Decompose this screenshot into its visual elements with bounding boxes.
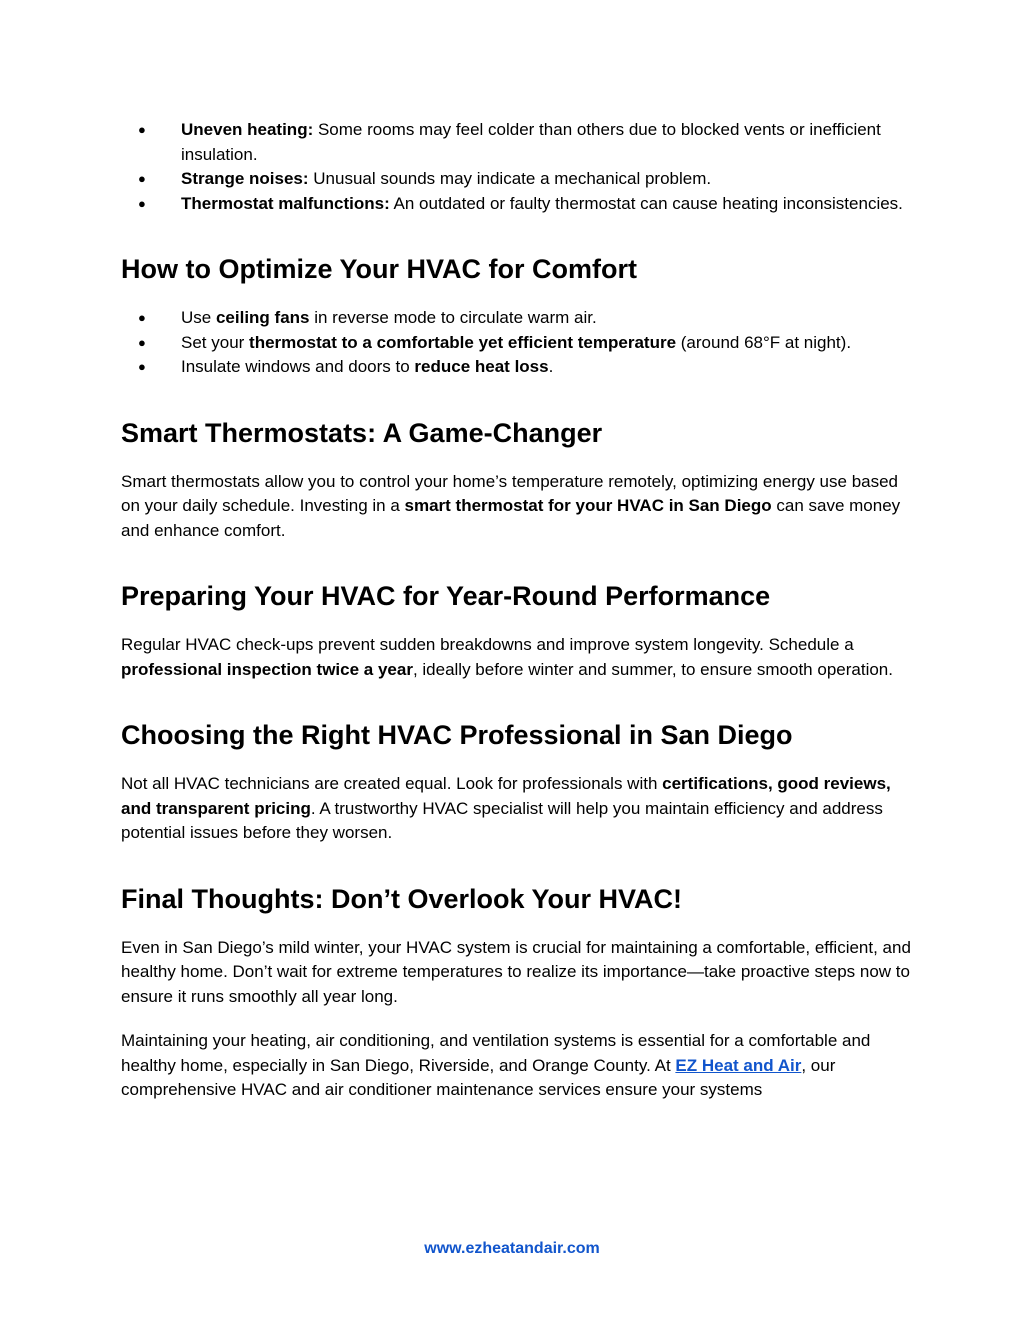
list-item: ● Insulate windows and doors to reduce heat loss.: [121, 355, 911, 380]
bullet-icon: ●: [138, 195, 146, 211]
symptom-list: [121, 118, 911, 216]
bullet-icon: ●: [138, 310, 146, 325]
heading-final-thoughts: Final Thoughts: Don’t Overlook Your HVAC!: [121, 883, 682, 914]
paragraph-smart-thermostats: Smart thermostats allow you to control your home’s temperature remotely, optimizing energy use based on your daily schedule. Investing in a smart thermostat for your HVAC in San Diego can save money and enhance comfort.: [121, 471, 901, 540]
paragraph-final-1: Even in San Diego’s mild winter, your HVAC system is crucial for maintaining a comfortable, efficient, and healthy home. Don’t wait for extreme temperatures to realize its importance—take proactive steps now to ensure it runs smoothly all year long.: [121, 937, 911, 1006]
heading-preparing: Preparing Your HVAC for Year-Round Performance: [121, 581, 771, 611]
list-item: ● Strange noises: Unusual sounds may indicate a mechanical problem.: [121, 167, 911, 192]
list-item: ● Use ceiling fans in reverse mode to circulate warm air.: [121, 306, 911, 331]
ez-heat-and-air-link[interactable]: EZ Heat and Air: [675, 1055, 802, 1075]
optimize-list: [121, 306, 911, 380]
bullet-icon: ●: [138, 171, 146, 186]
document-page: [121, 118, 911, 1103]
heading-smart-thermostats: Smart Thermostats: A Game-Changer: [121, 417, 603, 448]
paragraph-choosing: Not all HVAC technicians are created equal. Look for professionals with certifications, good reviews, and transparent pricing. A trustworthy HVAC specialist will help you maintain efficiency and address potential issues before they worsen.: [121, 774, 891, 842]
paragraph-final-2: Maintaining your heating, air conditioning, and ventilation systems is essential for a comfortable and healthy home, especially in San Diego, Riverside, and Orange County. At EZ Heat and Air, our comprehensive HVAC and air conditioner maintenance services ensure your systems: [121, 1031, 871, 1099]
heading-choosing: Choosing the Right HVAC Professional in San Diego: [121, 720, 793, 750]
heading-optimize: How to Optimize Your HVAC for Comfort: [121, 254, 637, 284]
list-item: ● Uneven heating: Some rooms may feel colder than others due to blocked vents or inefficient insulation.: [138, 120, 881, 164]
list-item: ● Thermostat malfunctions: An outdated or faulty thermostat can cause heating inconsistencies.: [121, 192, 911, 217]
footer-url[interactable]: www.ezheatandair.com: [424, 1240, 600, 1257]
list-item: ● Set your thermostat to a comfortable yet efficient temperature (around 68°F at night).: [121, 331, 911, 356]
bullet-icon: ●: [138, 122, 146, 137]
bullet-icon: ●: [138, 359, 146, 374]
paragraph-preparing: Regular HVAC check-ups prevent sudden breakdowns and improve system longevity. Schedule a professional inspection twice a year, ideally before winter and summer, to ensure smooth operation.: [121, 635, 893, 679]
bullet-icon: ●: [138, 334, 146, 350]
